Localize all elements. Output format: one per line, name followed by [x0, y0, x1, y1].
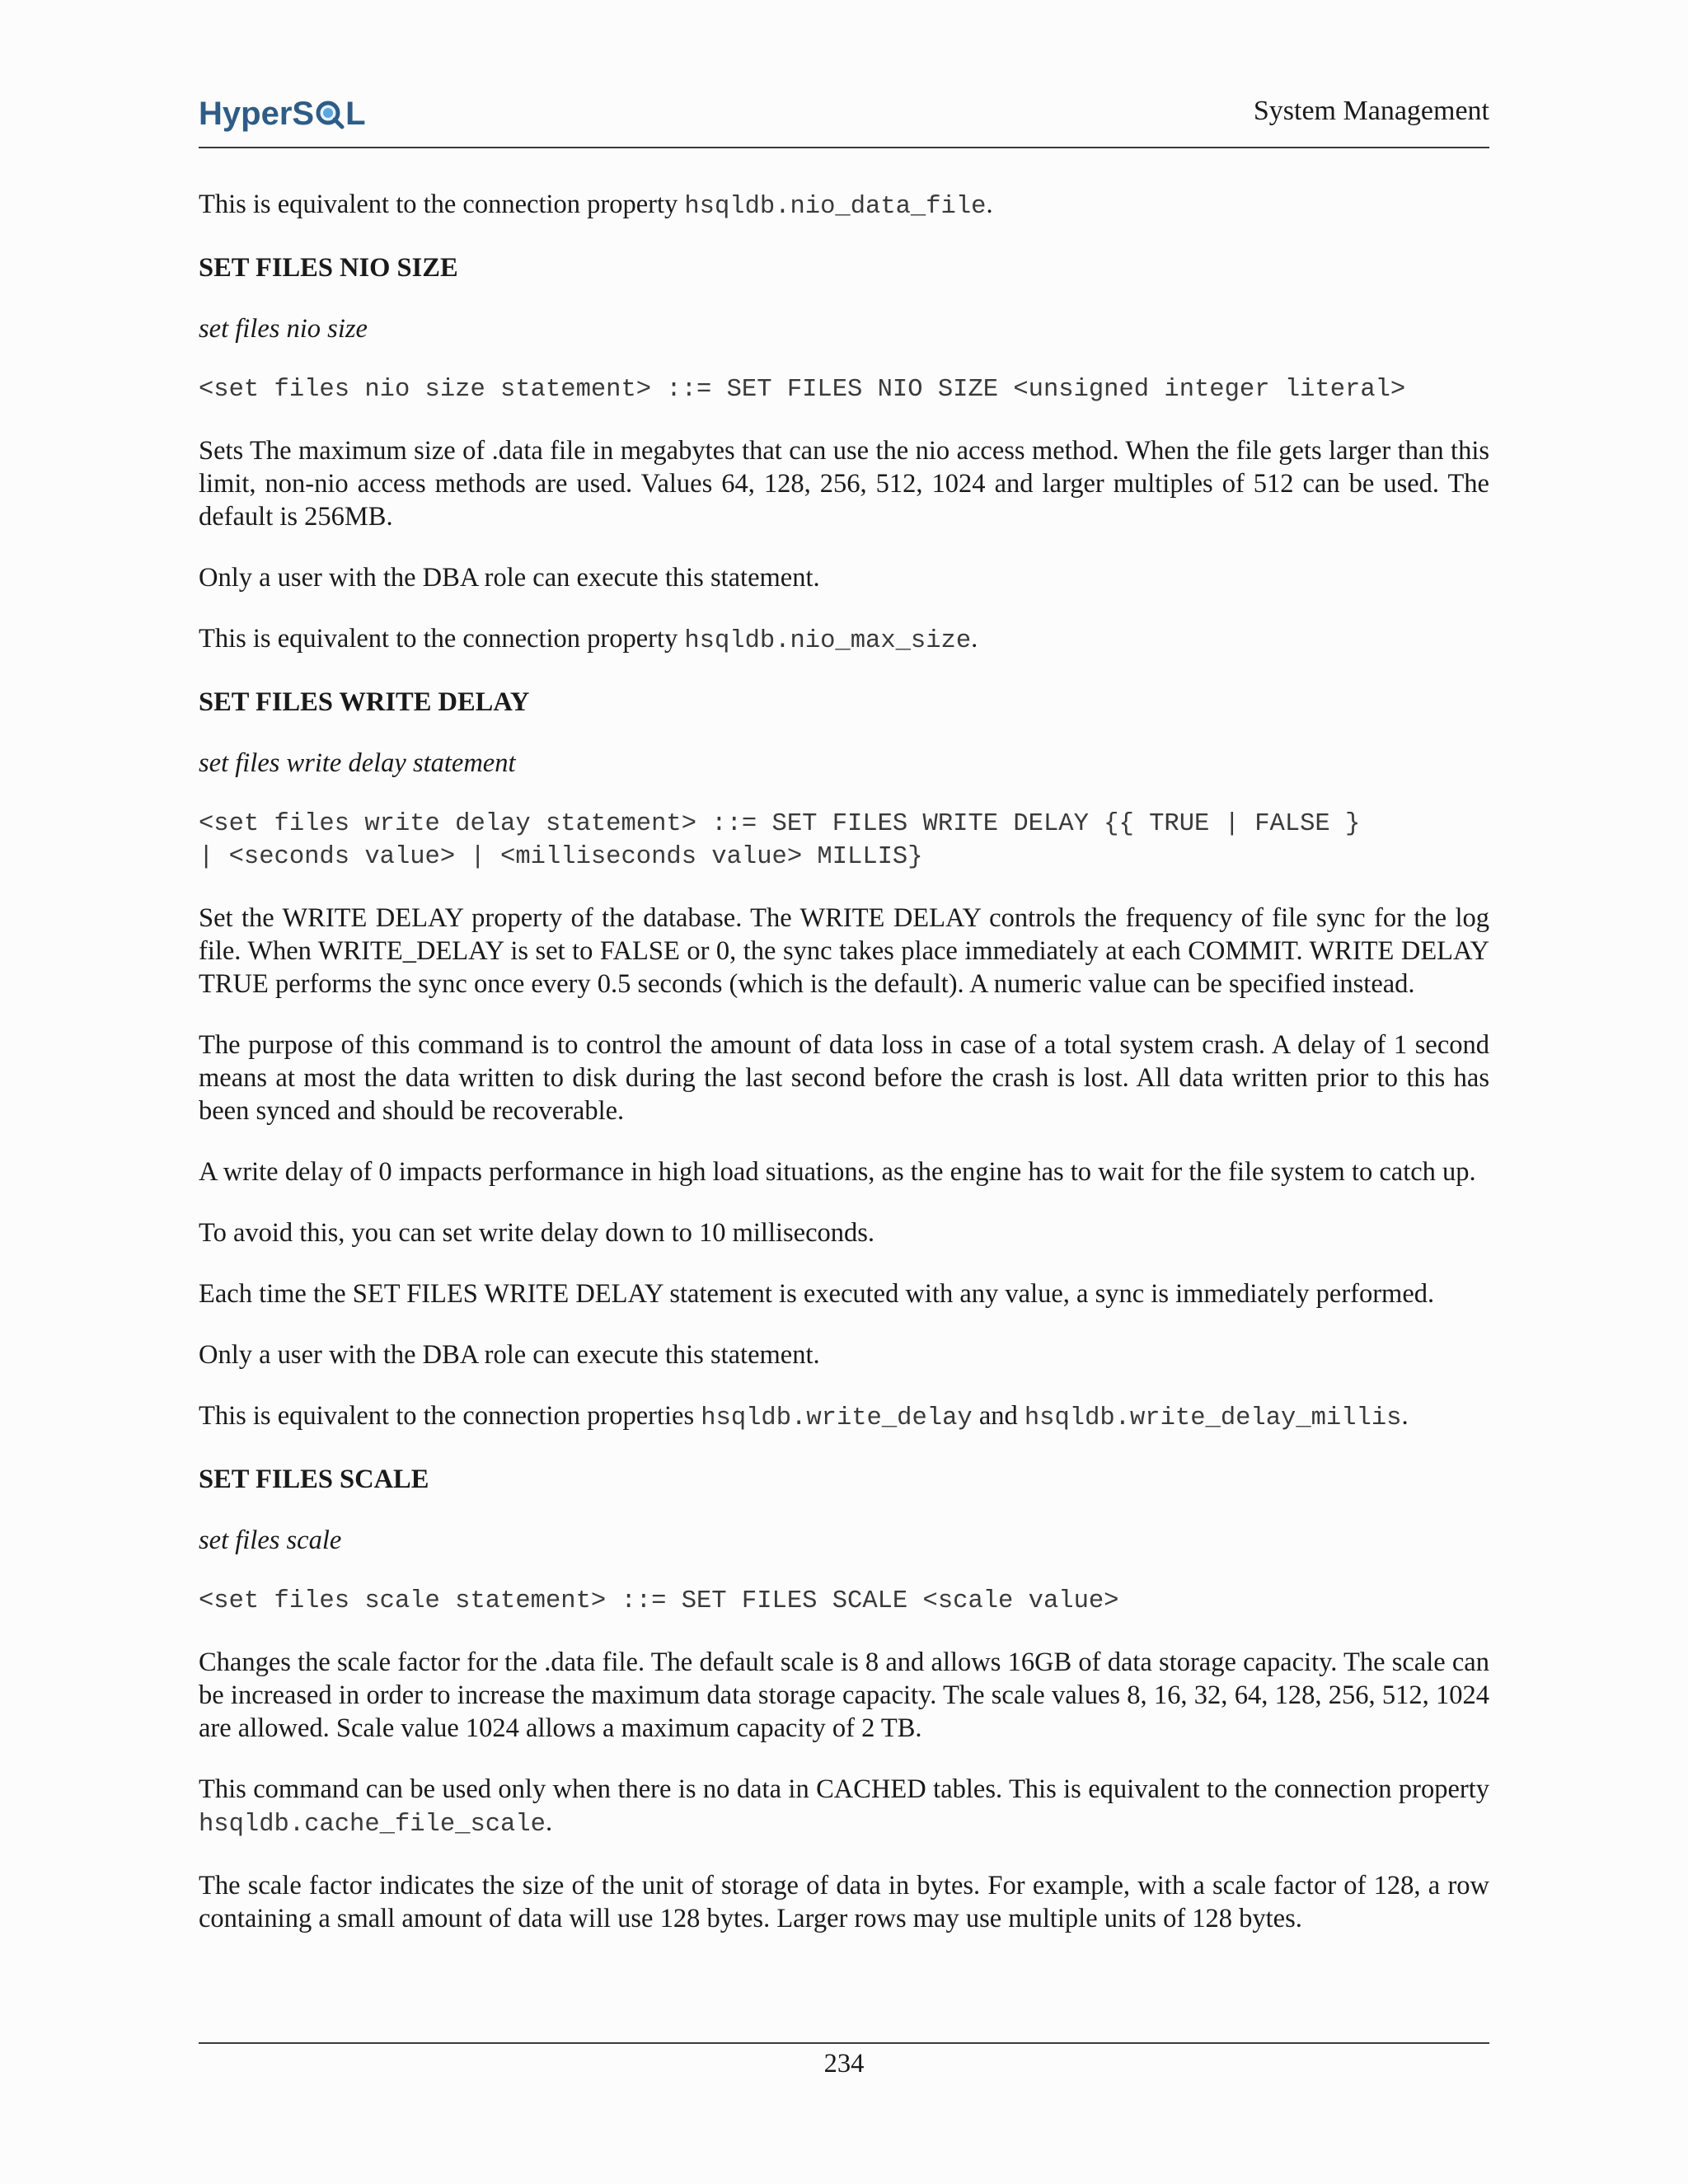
hypersql-logo [199, 96, 366, 133]
paragraph: Only a user with the DBA role can execute this statement. [199, 1340, 820, 1370]
property-code: hsqldb.cache_file_scale [199, 1811, 546, 1839]
syntax-code [199, 808, 1489, 874]
section-title: System Management [1253, 96, 1489, 126]
page-footer [199, 2042, 1489, 2079]
nio-size-equivalence: This is equivalent to the connection property hsqldb.nio_max_size. [199, 624, 978, 655]
paragraph: Only a user with the DBA role can execute this statement. [199, 563, 820, 593]
paragraph: To avoid this, you can set write delay down to 10 milliseconds. [199, 1218, 875, 1248]
property-code: hsqldb.nio_data_file [684, 193, 987, 221]
section-heading: SET FILES SCALE [199, 1465, 429, 1494]
paragraph: Changes the scale factor for the .data file. The default scale is 8 and allows 16GB of data storage capacity. The scale can be increased in order to increase the maximum data storage capacity. The scale values 8, 16, 32, 64, 128, 256, 512, 1024 are allowed. Scale value 1024 allows a maximum capacity of 2 TB. [199, 1647, 1489, 1743]
syntax-line: <set files write delay statement> ::= SET FILES WRITE DELAY {{ TRUE | FALSE } [199, 810, 1361, 838]
paragraph: A write delay of 0 impacts performance in high load situations, as the engine has to wait for the file system to catch up. [199, 1157, 1476, 1187]
magnifier-q-icon [315, 100, 345, 129]
logo-suffix: L [345, 96, 366, 132]
syntax-name: set files write delay statement [199, 748, 516, 778]
paragraph: Each time the SET FILES WRITE DELAY statement is executed with any value, a sync is immediately performed. [199, 1279, 1435, 1309]
paragraph: Set the WRITE DELAY property of the database. The WRITE DELAY controls the frequency of file sync for the log file. When WRITE_DELAY is set to FALSE or 0, the sync takes place immediately at each COMMIT. WRITE DELAY TRUE performs the sync once every 0.5 seconds (which is the default). A numeric value can be specified instead. [199, 903, 1489, 999]
paragraph: The purpose of this command is to control the amount of data loss in case of a total system crash. A delay of 1 second means at most the data written to disk during the last second before the crash is lost. All data written prior to this has been synced and should be recoverable. [199, 1030, 1489, 1126]
syntax-line: | <seconds value> | <milliseconds value> MILLIS} [199, 843, 923, 871]
paragraph: Sets The maximum size of .data file in megabytes that can use the nio access method. When the file gets larger than this limit, non-nio access methods are used. Values 64, 128, 256, 512, 1024 and larger multiples of 512 can be used. The default is 256MB. [199, 436, 1489, 532]
paragraph: The scale factor indicates the size of the unit of storage of data in bytes. For example, with a scale factor of 128, a row containing a small amount of data will use 128 bytes. Larger rows may use multiple units of 128 bytes. [199, 1871, 1489, 1933]
nio-data-file-equivalence: This is equivalent to the connection property hsqldb.nio_data_file. [199, 190, 993, 221]
syntax-name: set files nio size [199, 314, 368, 344]
page-header [199, 92, 1489, 148]
scale-equivalence: This command can be used only when there is no data in CACHED tables. This is equivalent to the connection property hsqldb.cache_file_scale. [199, 1774, 1489, 1839]
page-content [199, 188, 1489, 1963]
logo-prefix: HyperS [199, 96, 315, 132]
syntax-code: <set files scale statement> ::= SET FILES SCALE <scale value> [199, 1587, 1119, 1615]
property-code: hsqldb.write_delay_millis [1024, 1404, 1402, 1432]
write-delay-equivalence: This is equivalent to the connection properties hsqldb.write_delay and hsqldb.write_delay_millis. [199, 1401, 1409, 1432]
property-code: hsqldb.nio_max_size [684, 627, 972, 655]
syntax-name: set files scale [199, 1526, 342, 1555]
page-number: 234 [823, 2049, 865, 2079]
property-code: hsqldb.write_delay [701, 1404, 973, 1432]
syntax-code: <set files nio size statement> ::= SET FILES NIO SIZE <unsigned integer literal> [199, 376, 1406, 404]
section-heading: SET FILES WRITE DELAY [199, 687, 530, 717]
section-heading: SET FILES NIO SIZE [199, 253, 458, 283]
